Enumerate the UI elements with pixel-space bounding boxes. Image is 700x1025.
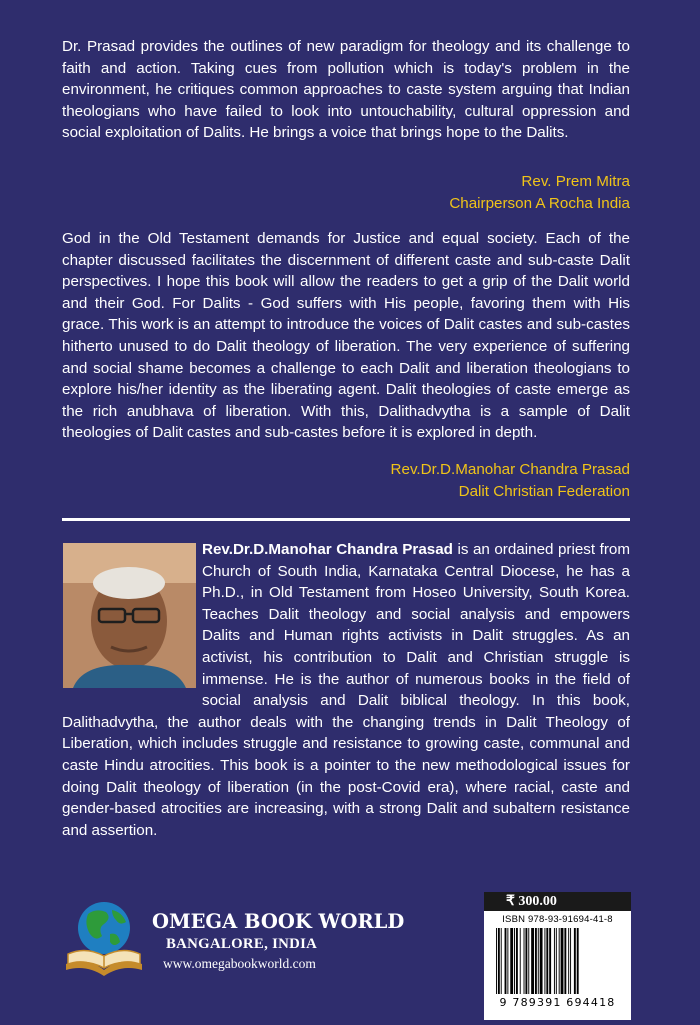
barcode-bar — [540, 928, 543, 994]
barcode-bar — [516, 928, 518, 994]
barcode-bar — [577, 928, 579, 994]
barcode-bar — [531, 928, 534, 994]
barcode-bar — [524, 928, 525, 994]
barcode-bar — [528, 928, 529, 994]
endorser-name-1: Rev. Prem Mitra — [521, 173, 630, 190]
barcode-bar — [574, 928, 576, 994]
publisher-logo — [62, 898, 147, 983]
isbn-number: ISBN 978-93-91694-41-8 — [502, 914, 613, 925]
barcode-bar — [520, 928, 521, 994]
endorser-name-2: Rev.Dr.D.Manohar Chandra Prasad — [390, 461, 630, 478]
publisher-city: BANGALORE, INDIA — [166, 936, 318, 952]
barcode-bar — [498, 928, 500, 994]
price-label: ₹ 300.00 — [484, 892, 631, 911]
globe-book-icon — [62, 898, 147, 983]
endorser-role-1: Chairperson A Rocha India — [449, 194, 630, 212]
barcode-bar — [556, 928, 557, 994]
barcode-digits: 9 789391 694418 — [499, 996, 616, 1009]
barcode-bar — [496, 928, 497, 994]
publisher-name: OMEGA BOOK WORLD — [152, 910, 405, 933]
endorser-role-2: Dalit Christian Federation — [458, 482, 630, 500]
barcode-bar — [535, 928, 537, 994]
barcode-bar — [568, 928, 569, 994]
endorsement-signature-1 — [449, 171, 630, 214]
barcode-bar — [546, 928, 548, 994]
endorsement-signature-2 — [391, 459, 630, 502]
barcode-bar — [544, 928, 545, 994]
barcode-bar — [507, 928, 508, 994]
author-bio-text: is an ordained priest from Church of South India, Karnataka Central Diocese, he has a Ph.D., in Old Testament from Hoseo University, South Korea. Teaches Dalit theology and social analysis and empowers Dalits and Human rights activists in Dalit struggles. As an activist, his contribution to Dalit and Christian struggle is immense. He is the author of numerous books in the field of social analysis and Dalit biblical theology. In this book, Dalithadvytha, the author deals with the changing trends in Dalit Theology of Liberation, which includes struggle and resistance to growing caste, communal and caste Hindu atrocities. This book is a pointer to the new methodological issues for doing Dalit theology of liberation (in the post-Covid era), where racial, caste and gender-based atrocities are increasing, with a strong Dalit and subaltern resistance and assertion. — [62, 541, 630, 839]
photo-spacer — [62, 539, 202, 693]
barcode-bar — [559, 928, 560, 994]
barcode-bar — [514, 928, 515, 994]
barcode-bars — [494, 928, 621, 996]
barcode-bar — [510, 928, 513, 994]
author-bio-name: Rev.Dr.D.Manohar Chandra Prasad — [202, 541, 453, 558]
publisher-website: www.omegabookworld.com — [163, 956, 316, 971]
barcode-bar — [561, 928, 564, 994]
barcode-bar — [570, 928, 571, 994]
barcode-bar — [538, 928, 539, 994]
barcode-bar — [525, 928, 527, 994]
barcode-bar — [505, 928, 507, 994]
barcode-panel — [484, 892, 631, 1020]
barcode-bar — [501, 928, 502, 994]
barcode-bar — [549, 928, 551, 994]
barcode-bar — [564, 928, 566, 994]
section-divider — [62, 518, 630, 521]
barcode-bar — [554, 928, 555, 994]
endorsement-text-1: Dr. Prasad provides the outlines of new paradigm for theology and its challenge to faith and action. Taking cues from pollution which is today's problem in the environment, he critiques common approaches to caste system arguing that Indian theologians who have failed to look into untouchability, cultural oppression and social exploitation of Dalits. He brings a voice that brings hope to the Dalits. — [62, 38, 630, 142]
endorsement-text-2: God in the Old Testament demands for Justice and equal society. Each of the chapter discussed facilitates the discernment of different caste and sub-caste Dalit perspectives. I hope this book will allow the readers to get a grip of the Dalit world and their God. For Dalits - God suffers with His people, favoring them with His grace. This work is an attempt to introduce the voices of Dalit castes and sub-castes hitherto unused to do Dalit theology of liberation. The very experience of suffering and social shame becomes a challenge to each Dalit and liberation theologians to explore his/her identity as the liberating agent. Dalit theologies of caste emerge as the rich anubhava of liberation. With this, Dalithadvytha is a sample of Dalit theologies of Dalit castes and sub-castes before it is explored in depth. — [62, 230, 630, 442]
author-bio — [62, 539, 630, 841]
